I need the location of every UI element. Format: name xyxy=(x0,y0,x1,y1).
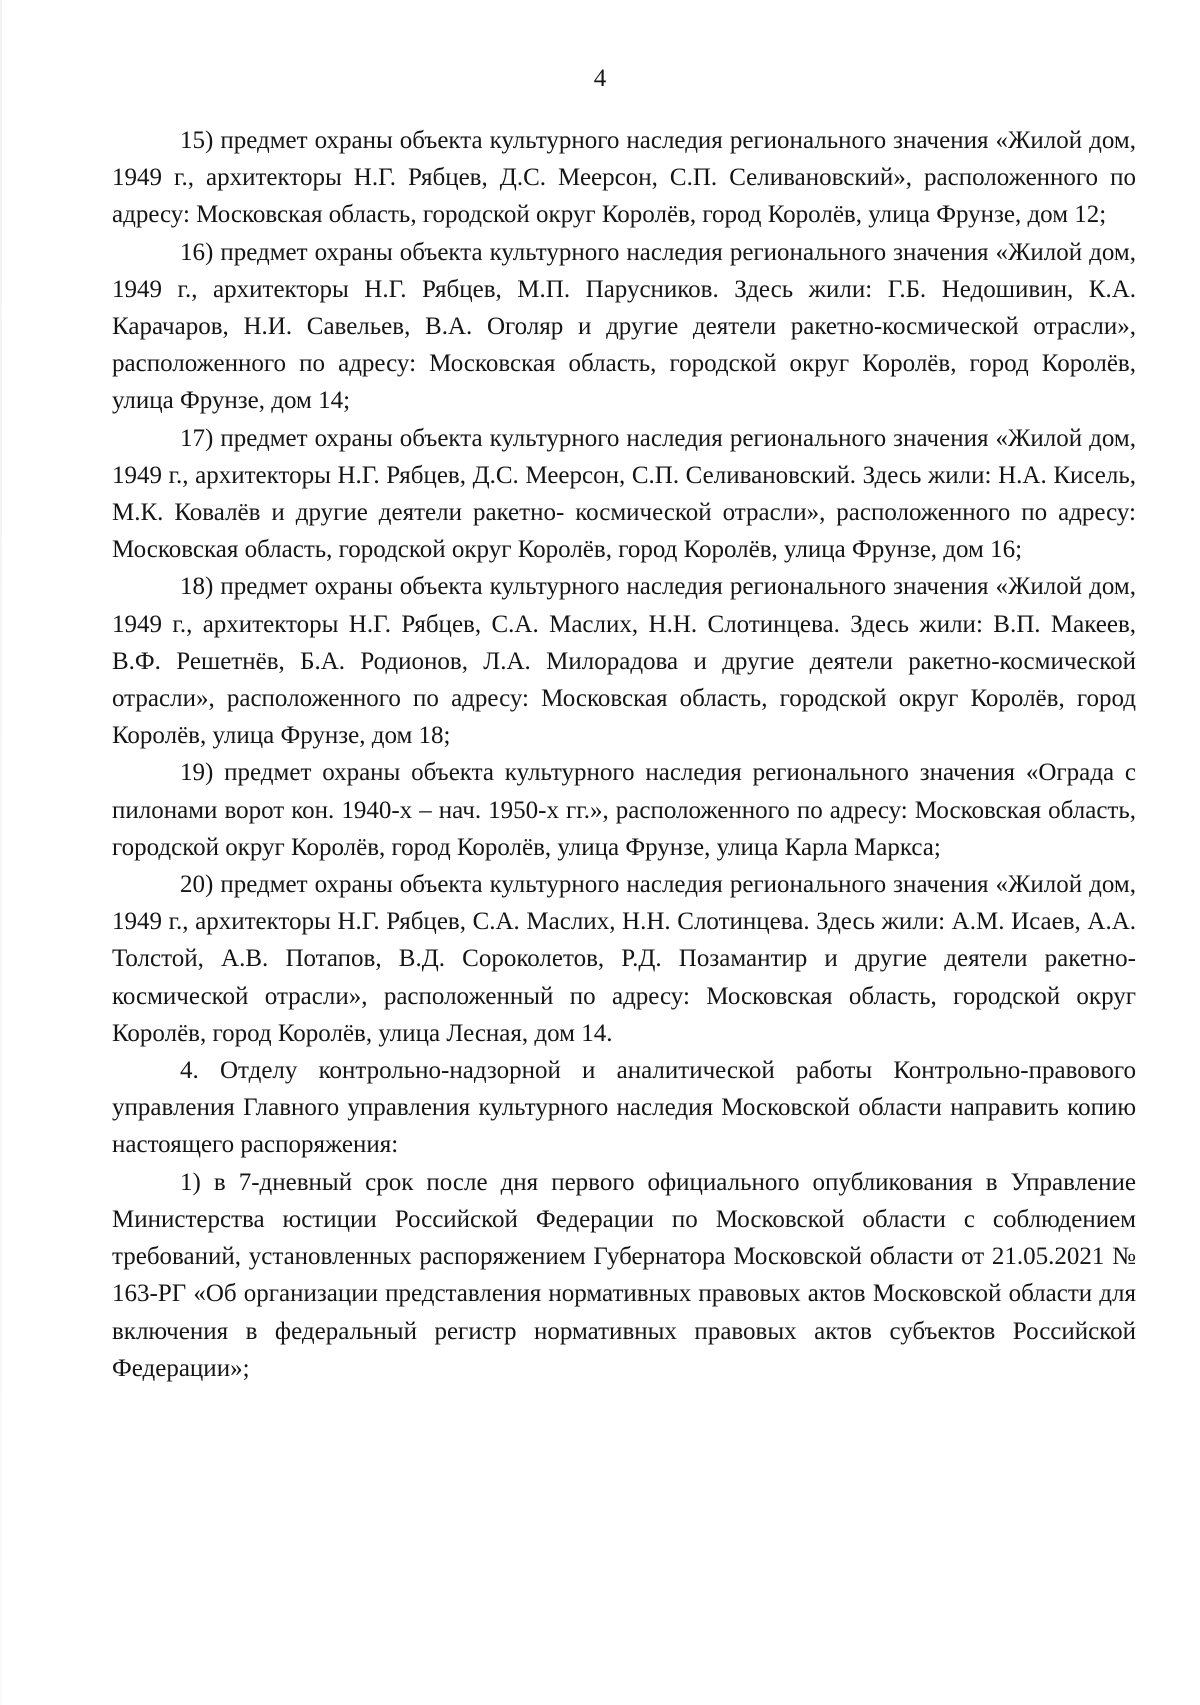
scan-edge xyxy=(0,0,2,1705)
paragraph-item-20: 20) предмет охраны объекта культурного наследия регионального значения «Жилой дом, 1949 г., архитекторы Н.Г. Рябцев, С.А. Маслих, Н.Н. Слотинцева. Здесь жили: А.М. Исаев, А.А. Толстой, А.В. Потапов, В.Д. Сороколетов, Р.Д. Позамантир и другие деятели ракетно-космической отрасли», расположенный по адресу: Московская область, городской округ Королёв, город Королёв, улица Лесная, дом 14. xyxy=(112,871,1136,1047)
paragraph-item-16: 16) предмет охраны объекта культурного наследия регионального значения «Жилой дом, 1949 г., архитекторы Н.Г. Рябцев, М.П. Парусников. Здесь жили: Г.Б. Недошивин, К.А. Карачаров, Н.И. Савельев, В.А. Оголяр и другие деятели ракетно-космической отрасли», расположенного по адресу: Московская область, городской округ Королёв, город Королёв, улица Фрунзе, дом 14; xyxy=(112,238,1136,415)
paragraph-section-4: 4. Отделу контрольно-надзорной и аналитической работы Контрольно-правового управления Главного управления культурного наследия Московской области направить копию настоящего распоряжения: xyxy=(112,1057,1136,1159)
paragraph-item-17: 17) предмет охраны объекта культурного наследия регионального значения «Жилой дом, 1949 г., архитекторы Н.Г. Рябцев, Д.С. Меерсон, С.П. Селивановский. Здесь жили: Н.А. Кисель, М.К. Ковалёв и другие деятели ракетно- космической отрасли», расположенного по адресу: Московская область, городской округ Королёв, город Королёв, улица Фрунзе, дом 16; xyxy=(112,424,1136,564)
document-body xyxy=(112,122,1136,1387)
paragraph-item-15: 15) предмет охраны объекта культурного наследия регионального значения «Жилой дом, 1949 г., архитекторы Н.Г. Рябцев, Д.С. Меерсон, С.П. Селивановский», расположенного по адресу: Московская область, городской округ Королёв, город Королёв, улица Фрунзе, дом 12; xyxy=(112,127,1136,229)
paragraph-subitem-1: 1) в 7-дневный срок после дня первого официального опубликования в Управление Министерства юстиции Российской Федерации по Московской области с соблюдением требований, установленных распоряжением Губернатора Московской области от 21.05.2021 № 163-РГ «Об организации представления нормативных правовых актов Московской области для включения в федеральный регистр нормативных правовых актов субъектов Российской Федерации»; xyxy=(112,1168,1136,1382)
paragraph-item-19: 19) предмет охраны объекта культурного наследия регионального значения «Ограда с пилонами ворот кон. 1940-х – нач. 1950-х гг.», расположенного по адресу: Московская область, городской округ Королёв, город Королёв, улица Фрунзе, улица Карла Маркса; xyxy=(112,759,1136,861)
paragraph-item-18: 18) предмет охраны объекта культурного наследия регионального значения «Жилой дом, 1949 г., архитекторы Н.Г. Рябцев, С.А. Маслих, Н.Н. Слотинцева. Здесь жили: В.П. Макеев, В.Ф. Решетнёв, Б.А. Родионов, Л.А. Милорадова и другие деятели ракетно-космической отрасли», расположенного по адресу: Московская область, городской округ Королёв, город Королёв, улица Фрунзе, дом 18; xyxy=(112,573,1136,750)
page-number: 4 xyxy=(593,65,607,92)
